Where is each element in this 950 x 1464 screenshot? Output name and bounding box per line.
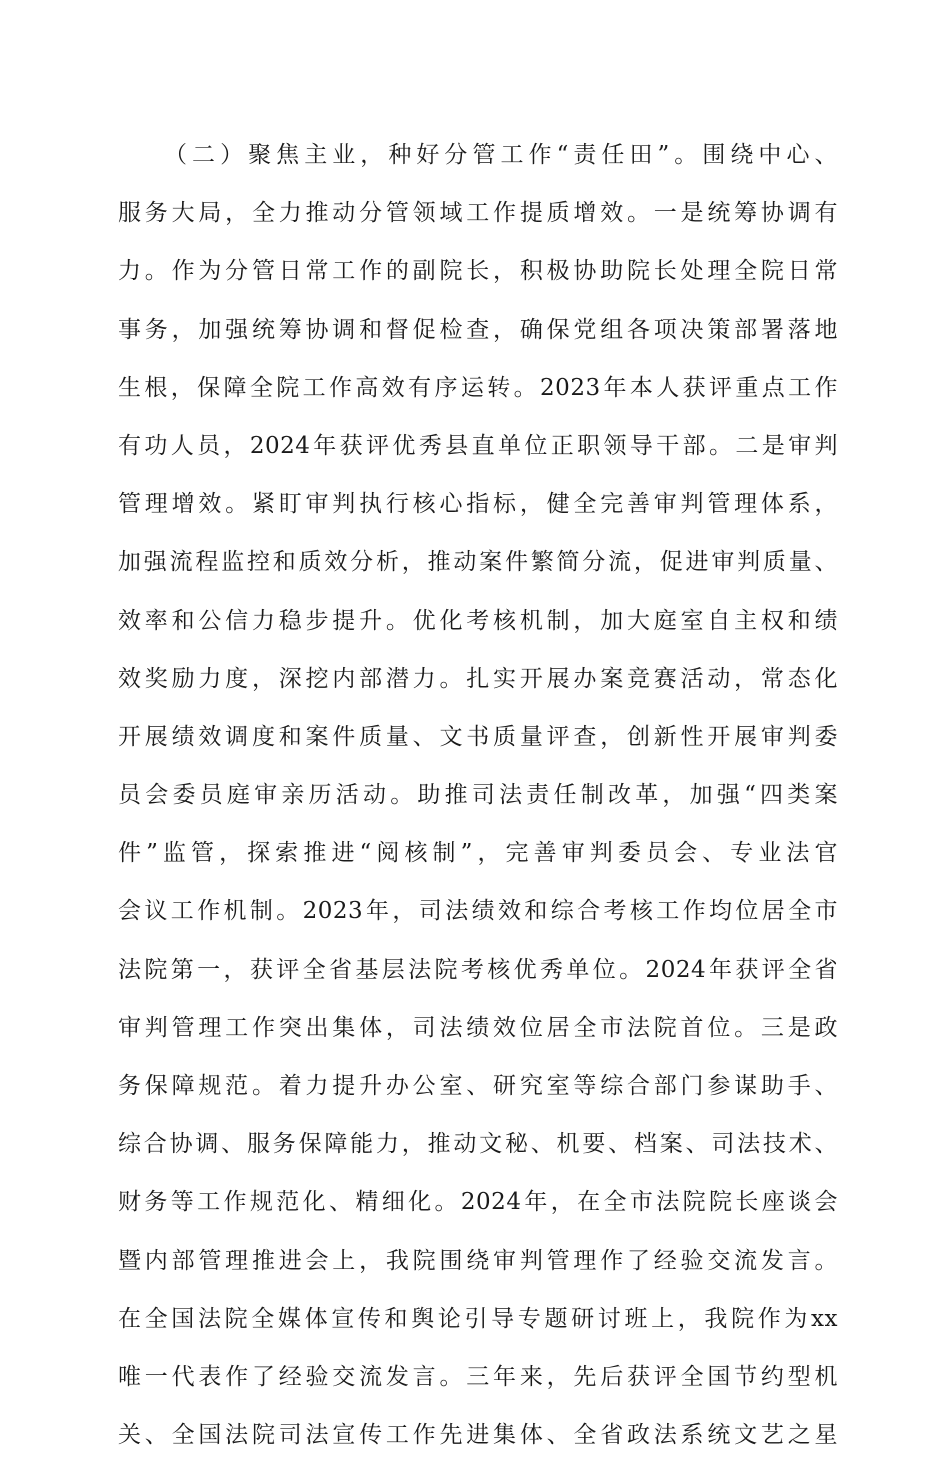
text-line: 加强流程监控和质效分析，推动案件繁简分流，促进审判质量、: [118, 549, 838, 576]
text-line: 事务，加强统筹协调和督促检查，确保党组各项决策部署落地: [118, 316, 838, 343]
text-line: 暨内部管理推进会上，我院围绕审判管理作了经验交流发言。: [118, 1247, 838, 1274]
text-line: 员会委员庭审亲历活动。助推司法责任制改革，加强“四类案: [118, 782, 838, 809]
text-line: （二）聚焦主业，种好分管工作“责任田”。围绕中心、: [164, 142, 838, 168]
text-line: 服务大局，全力推动分管领域工作提质增效。一是统筹协调有: [118, 200, 838, 227]
text-line: 效率和公信力稳步提升。优化考核机制，加大庭室自主权和绩: [118, 607, 838, 634]
text-line: 务保障规范。着力提升办公室、研究室等综合部门参谋助手、: [118, 1073, 838, 1099]
text-line: 关、全国法院司法宣传工作先进集体、全省政法系统文艺之星: [118, 1422, 838, 1449]
text-line: 有功人员，2024年获评优秀县直单位正职领导干部。二是审判: [118, 432, 838, 459]
text-line: 会议工作机制。2023年，司法绩效和综合考核工作均位居全市: [118, 898, 838, 925]
text-line: 件”监管，探索推进“阅核制”，完善审判委员会、专业法官: [118, 840, 838, 867]
text-line: 效奖励力度，深挖内部潜力。扎实开展办案竞赛活动，常态化: [118, 665, 838, 692]
text-line: 审判管理工作突出集体，司法绩效位居全市法院首位。三是政: [118, 1014, 838, 1041]
text-line: 唯一代表作了经验交流发言。三年来，先后获评全国节约型机: [118, 1363, 838, 1390]
text-line: 开展绩效调度和案件质量、文书质量评查，创新性开展审判委: [118, 723, 838, 750]
text-line: 力。作为分管日常工作的副院长，积极协助院长处理全院日常: [118, 258, 838, 285]
text-line: 在全国法院全媒体宣传和舆论引导专题研讨班上，我院作为xx: [118, 1305, 838, 1332]
body-paragraph: [118, 126, 838, 1464]
text-line: 法院第一，获评全省基层法院考核优秀单位。2024年获评全省: [118, 956, 838, 983]
text-line: 管理增效。紧盯审判执行核心指标，健全完善审判管理体系，: [118, 491, 838, 518]
text-line: 财务等工作规范化、精细化。2024年，在全市法院院长座谈会: [118, 1189, 838, 1216]
text-line: 生根，保障全院工作高效有序运转。2023年本人获评重点工作: [118, 374, 838, 401]
text-line: 综合协调、服务保障能力，推动文秘、机要、档案、司法技术、: [118, 1131, 838, 1158]
